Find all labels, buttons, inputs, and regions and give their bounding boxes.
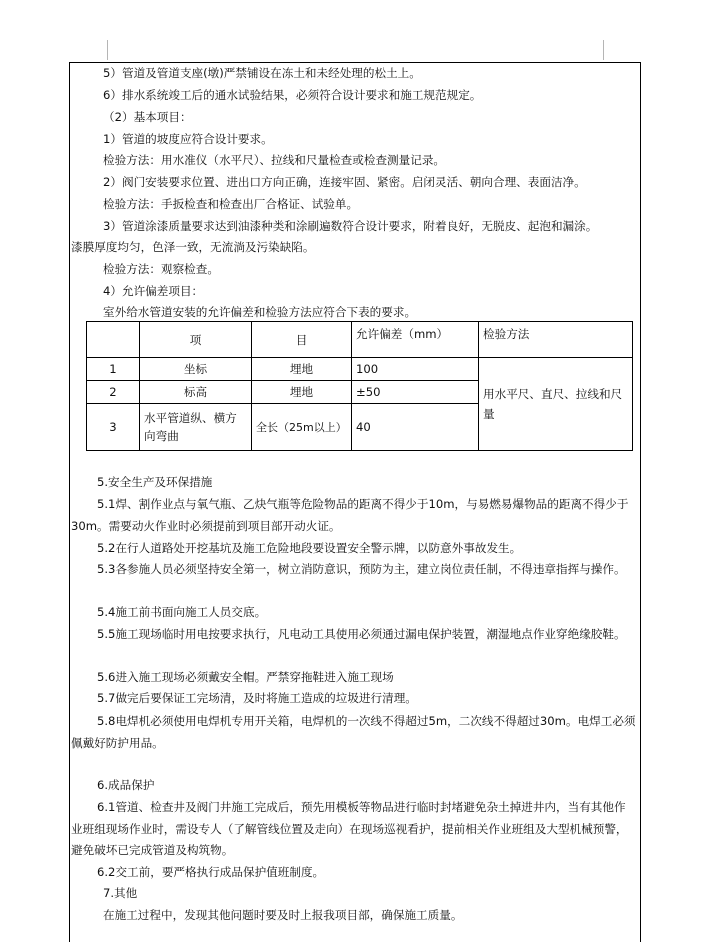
- paragraph: 在施工过程中，发现其他问题时要及时上报我项目部，确保施工质量。: [103, 908, 463, 922]
- text-line: 2）阀门安装要求位置、进出口方向正确，连接牢固、紧密。启闭灵活、朝向合理、表面洁净。: [103, 175, 586, 189]
- row-no: 2: [87, 381, 140, 404]
- tolerance-table: [86, 321, 633, 451]
- text-line: 检验方法：手扳检查和检查出厂合格证、试验单。: [103, 197, 359, 211]
- section-title-protect: 6.成品保护: [97, 778, 155, 792]
- section-title-other: 7.其他: [103, 886, 138, 900]
- paragraph: 6.2交工前，要严格执行成品保护值班制度。: [97, 865, 325, 879]
- text-line: 1）管道的坡度应符合设计要求。: [103, 132, 273, 146]
- row-value: 40: [352, 404, 479, 451]
- text-line: 检验方法：观察检查。: [103, 262, 219, 276]
- row-method: 用水平尺、直尺、拉线和尺量: [479, 358, 633, 451]
- row-item: 标高: [140, 381, 252, 404]
- paragraph: 5.5施工现场临时用电按要求执行，凡电动工具使用必须通过漏电保护装置，潮湿地点作业穿绝缘胶鞋。: [97, 627, 626, 641]
- paragraph: 5.7做完后要保证工完场清，及时将施工造成的垃圾进行清理。: [97, 691, 417, 705]
- row-sub: 全长（25m以上）: [252, 404, 352, 451]
- paragraph: 5.4施工前书面向施工人员交底。: [97, 605, 267, 619]
- paragraph: 5.8电焊机必须使用电焊机专用开关箱，电焊机的一次线不得超过5m，二次线不得超过30m。电焊工必须佩戴好防护用品。: [71, 714, 636, 750]
- section-title-safety: 5.安全生产及环保措施: [97, 475, 213, 489]
- header-tolerance: 允许偏差（mm）: [352, 322, 479, 358]
- header-method: 检验方法: [479, 322, 633, 358]
- text-line: （2）基本项目：: [103, 110, 192, 124]
- header-blank: [87, 322, 140, 358]
- text-line: 检验方法：用水准仪（水平尺）、拉线和尺量检查或检查测量记录。: [103, 153, 446, 167]
- paragraph: 6.1管道、检查井及阀门井施工完成后，预先用模板等物品进行临时封堵避免杂土掉进井内，当有其他作业班组现场作业时，需设专人（了解管线位置及走向）在现场巡视看护，提前相关作业班组及大型机械预警，避免破坏已完成管道及构筑物。: [71, 800, 628, 857]
- header-item-2: 目: [252, 322, 352, 358]
- crop-mark-right: [603, 40, 604, 60]
- crop-mark-left: [107, 40, 108, 60]
- paragraph: 5.1焊、割作业点与氧气瓶、乙炔气瓶等危险物品的距离不得少于10m，与易燃易爆物品的距离不得少于30m。需要动火作业时必须提前到项目部开动火证。: [71, 497, 629, 533]
- paragraph: 5.2在行人道路处开挖基坑及施工危险地段要设置安全警示牌，以防意外事故发生。: [97, 541, 522, 555]
- text-line: 5）管道及管道支座(墩)严禁铺设在冻土和未经处理的松土上。: [103, 66, 421, 80]
- row-item: 水平管道纵、横方向弯曲: [140, 404, 252, 451]
- text-line: 漆膜厚度均匀，色泽一致，无流淌及污染缺陷。: [71, 240, 315, 254]
- header-item-1: 项: [140, 322, 252, 358]
- row-sub: 埋地: [252, 381, 352, 404]
- paragraph: 5.6进入施工现场必须戴安全帽。严禁穿拖鞋进入施工现场: [97, 670, 394, 684]
- row-value: ±50: [352, 381, 479, 404]
- row-value: 100: [352, 358, 479, 381]
- text-line: 室外给水管道安装的允许偏差和检验方法应符合下表的要求。: [103, 305, 417, 319]
- row-item: 坐标: [140, 358, 252, 381]
- paragraph: 5.3各参施人员必须坚持安全第一，树立消防意识，预防为主，建立岗位责任制，不得违章指挥与操作。: [97, 562, 626, 576]
- row-no: 3: [87, 404, 140, 451]
- table-row: [87, 358, 633, 381]
- text-line: 3）管道涂漆质量要求达到油漆种类和涂刷遍数符合设计要求，附着良好，无脱皮、起泡和漏涂。: [103, 219, 598, 233]
- row-sub: 埋地: [252, 358, 352, 381]
- table-header-row: [87, 322, 633, 358]
- text-line: 4）允许偏差项目：: [103, 284, 204, 298]
- row-no: 1: [87, 358, 140, 381]
- text-line: 6）排水系统竣工后的通水试验结果，必须符合设计要求和施工规范规定。: [103, 88, 482, 102]
